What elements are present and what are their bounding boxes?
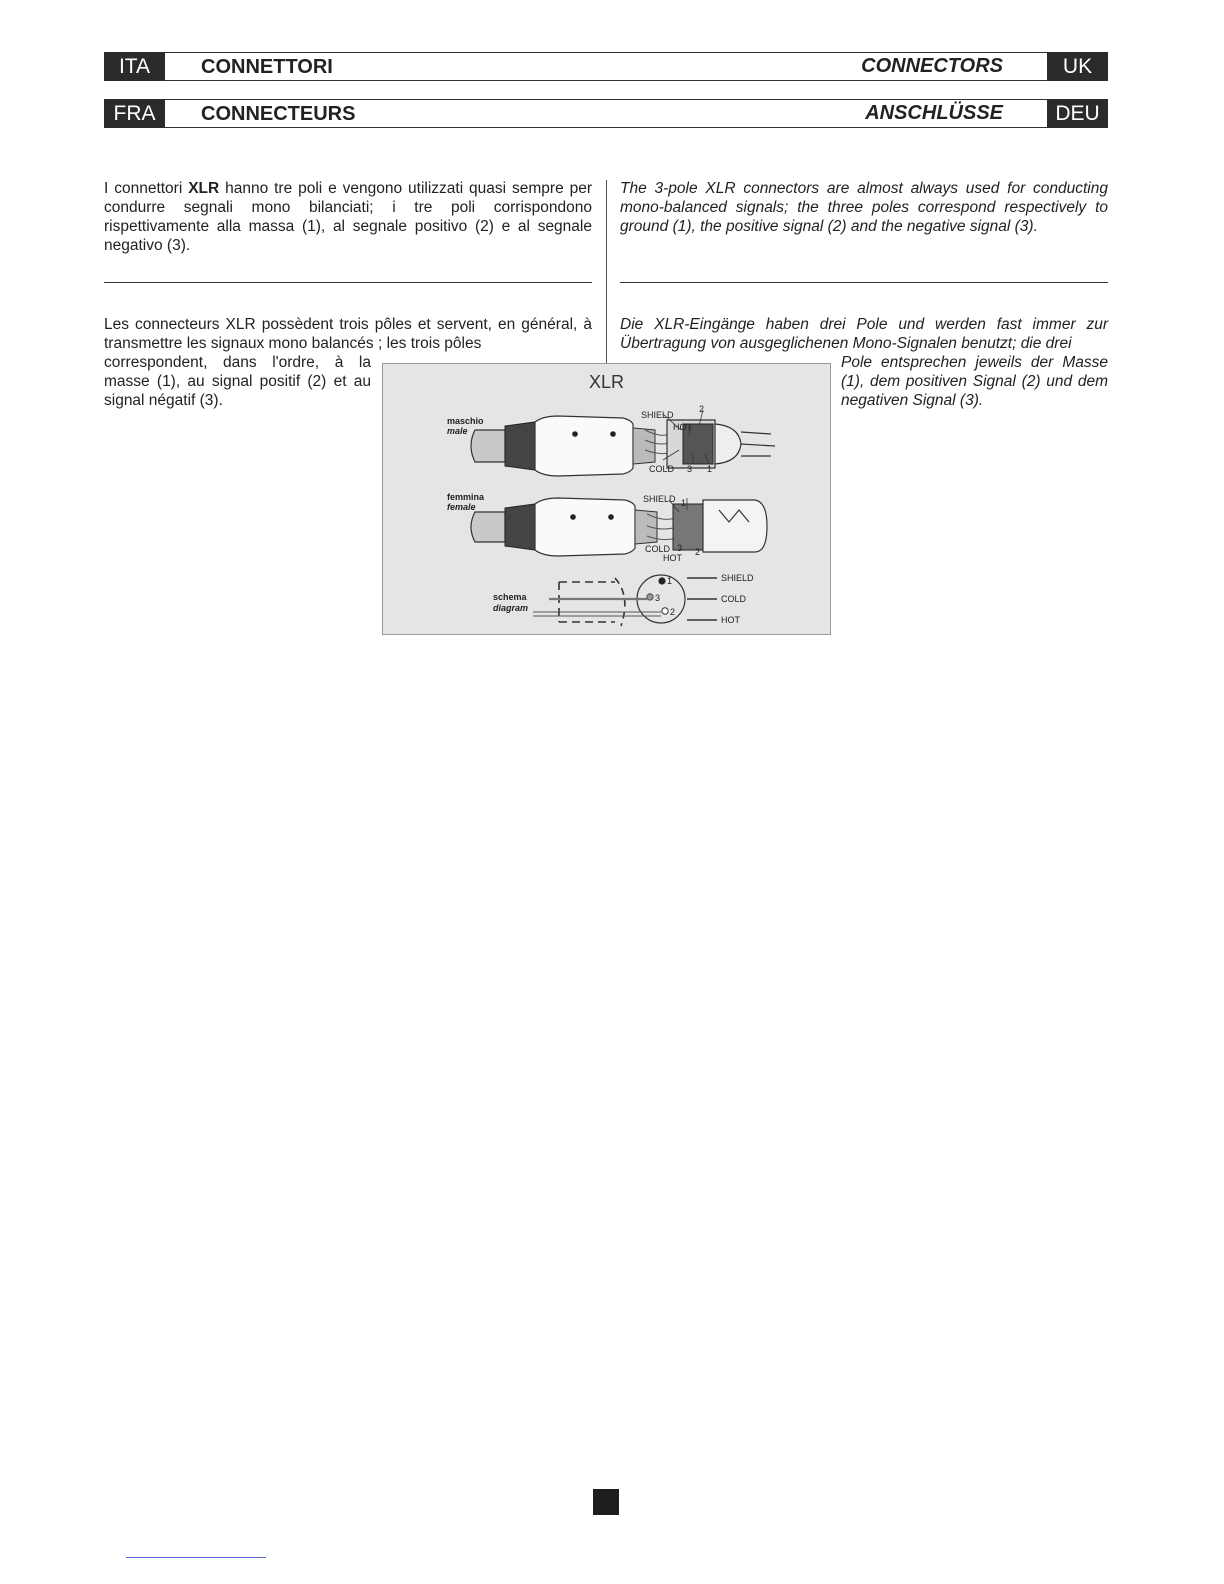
header-bar-ita-uk xyxy=(104,52,1108,81)
label-female-pin1: 1 xyxy=(681,498,687,508)
language-tag-uk: UK xyxy=(1047,52,1108,81)
female-connector-illustration xyxy=(471,498,767,556)
label-diagram-cold: COLD xyxy=(721,594,747,604)
section-title-deu: ANSCHLÜSSE xyxy=(865,102,1003,124)
figure-title: XLR xyxy=(588,372,624,392)
paragraph-ita-post: hanno tre poli e vengono utilizzati quasi sempre per condurre segnali mono bilanciati; i tre poli corrispondono rispettivamente alla massa (1), al segnale positivo (2) e al segnale negativo (3). xyxy=(104,180,592,254)
label-diagram-pin1: 1 xyxy=(667,576,673,586)
label-male: male xyxy=(447,426,468,436)
footer-line xyxy=(126,1557,266,1558)
section-title-fra: CONNECTEURS xyxy=(201,103,356,125)
divider-left xyxy=(104,282,592,283)
label-male-pin1: 1 xyxy=(707,464,713,474)
wiring-diagram xyxy=(533,575,717,626)
label-diagram-pin2: 2 xyxy=(670,607,676,617)
section-title-uk: CONNECTORS xyxy=(861,55,1003,77)
label-male-pin2: 2 xyxy=(699,404,705,414)
label-male-pin3: 3 xyxy=(687,464,693,474)
label-female-hot: HOT xyxy=(663,553,682,563)
label-diagram-hot: HOT xyxy=(721,615,740,625)
section-title-ita: CONNETTORI xyxy=(201,56,333,78)
language-tag-deu: DEU xyxy=(1047,99,1108,128)
label-female: female xyxy=(447,502,476,512)
label-female-pin3: 3 xyxy=(677,543,683,553)
paragraph-deu-part1: Die XLR-Eingänge haben drei Pole und werden fast immer zur Übertragung von ausgeglichenen Mono-Signalen benutzt; die drei xyxy=(620,316,1108,352)
label-male-cold: COLD xyxy=(649,464,675,474)
label-male-shield: SHIELD xyxy=(641,410,674,420)
paragraph-ita xyxy=(104,179,592,255)
label-femmina: femmina xyxy=(447,492,485,502)
paragraph-ita-bold: XLR xyxy=(188,180,220,197)
label-diagram-pin3: 3 xyxy=(655,593,661,603)
paragraph-uk: The 3-pole XLR connectors are almost always used for conducting mono-balanced signals; the three poles correspond respectively to ground (1), the positive signal (2) and the negative signal (3). xyxy=(620,180,1108,235)
divider-right xyxy=(620,282,1108,283)
label-diagram: diagram xyxy=(493,603,529,613)
label-diagram-shield: SHIELD xyxy=(721,573,754,583)
column-divider xyxy=(606,180,607,365)
label-female-shield: SHIELD xyxy=(643,494,676,504)
label-female-cold: COLD xyxy=(645,544,671,554)
paragraph-fra-part1: Les connecteurs XLR possèdent trois pôles et servent, en général, à transmettre les signaux mono balancés ; les trois pôles xyxy=(104,316,592,352)
header-bar-fra-deu xyxy=(104,99,1108,128)
label-schema: schema xyxy=(493,592,527,602)
xlr-figure xyxy=(382,363,831,635)
language-tag-fra: FRA xyxy=(104,99,165,128)
label-maschio: maschio xyxy=(447,416,484,426)
paragraph-ita-pre: I connettori xyxy=(104,180,189,197)
language-tag-ita: ITA xyxy=(104,52,165,81)
page-number-box xyxy=(593,1489,619,1515)
male-connector-illustration xyxy=(471,416,775,476)
paragraph-fra-part2: correspondent, dans l'ordre, à la masse (1), au signal positif (2) et au signal négatif (3). xyxy=(104,354,371,409)
label-female-pin2: 2 xyxy=(695,547,701,557)
paragraph-deu-part2: Pole entsprechen jeweils der Masse (1), dem positiven Signal (2) und dem negativen Signal (3). xyxy=(841,354,1108,409)
label-male-hot: HOT xyxy=(673,422,692,432)
